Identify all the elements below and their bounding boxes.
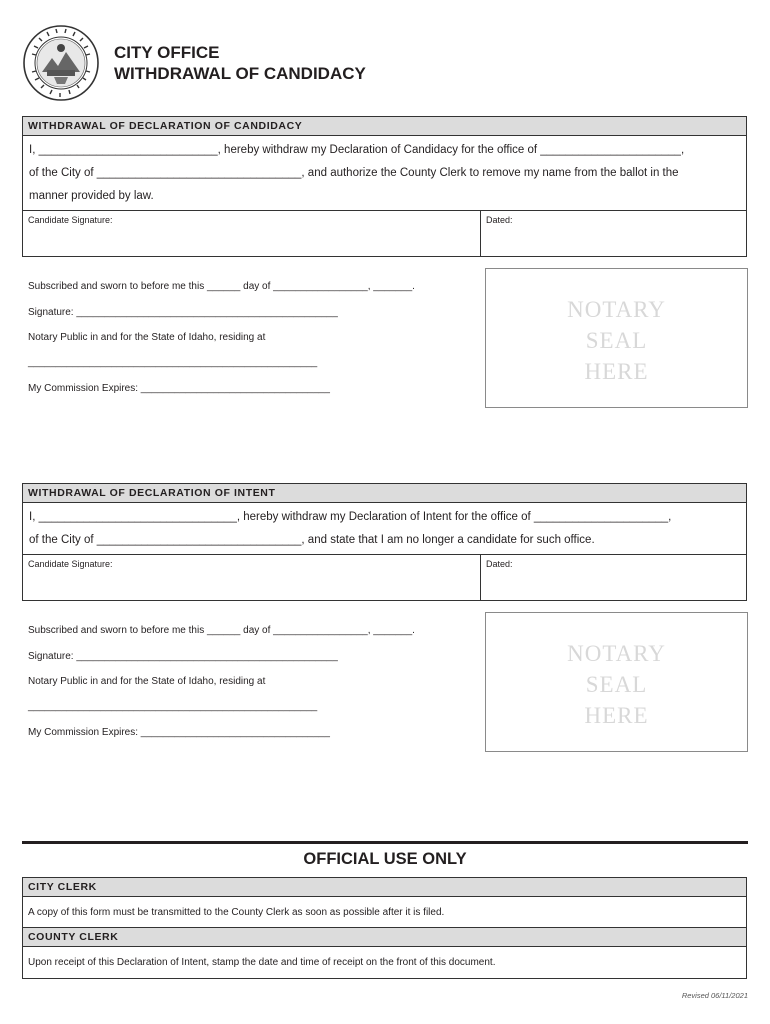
city-clerk-heading: CITY CLERK [23,878,746,897]
notary-2-residence-line[interactable]: ____________________________________________________ [28,701,318,712]
intent-heading: WITHDRAWAL OF DECLARATION OF INTENT [23,484,746,503]
official-use-title: OFFICIAL USE ONLY [303,850,467,868]
notary-1-commission[interactable]: My Commission Expires: __________________________________ [28,383,330,394]
notary-2-subscribed[interactable]: Subscribed and sworn to before me this ______ day of _________________, _______. [28,625,415,636]
document-header [22,22,752,106]
candidacy-heading: WITHDRAWAL OF DECLARATION OF CANDIDACY [23,117,746,136]
intent-dated-field[interactable] [481,555,746,600]
intent-line-2[interactable]: of the City of ________________________________, and state that I am no longer a candidate for such office. [29,534,595,546]
county-clerk-heading: COUNTY CLERK [23,928,746,947]
official-divider [22,841,748,844]
intent-line-1[interactable]: I, _______________________________, hereby withdraw my Declaration of Intent for the office of _____________________, [29,511,672,523]
intent-dated-label: Dated: [486,559,513,569]
candidacy-dated-field[interactable] [481,211,746,256]
candidacy-signature-row [23,210,746,256]
intent-section [22,483,747,601]
intent-signature-label: Candidate Signature: [28,559,113,569]
intent-signature-row [23,554,746,600]
notary-seal-1-line-3: HERE [584,359,649,384]
notary-seal-box-2 [485,612,748,752]
notary-seal-2-line-3: HERE [584,703,649,728]
title-line-2: WITHDRAWAL OF CANDIDACY [114,64,366,83]
notary-2-commission[interactable]: My Commission Expires: __________________________________ [28,727,330,738]
official-use-table [22,877,747,979]
candidacy-line-1[interactable]: I, ____________________________, hereby withdraw my Declaration of Candidacy for the office of ______________________, [29,144,685,156]
candidacy-section [22,116,747,257]
notary-seal-1-line-1: NOTARY [567,297,666,322]
candidacy-dated-label: Dated: [486,215,513,225]
candidacy-signature-label: Candidate Signature: [28,215,113,225]
notary-seal-2-line-1: NOTARY [567,641,666,666]
title-line-1: CITY OFFICE [114,43,220,62]
notary-seal-2-line-2: SEAL [585,672,648,697]
county-clerk-text: Upon receipt of this Declaration of Intent, stamp the date and time of receipt on the front of this document. [28,957,496,968]
state-seal-icon [22,22,100,104]
notary-2-public-text: Notary Public in and for the State of Idaho, residing at [28,676,266,687]
notary-1-subscribed[interactable]: Subscribed and sworn to before me this ______ day of _________________, _______. [28,281,415,292]
notary-seal-box-1 [485,268,748,408]
notary-1-signature[interactable]: Signature: _______________________________________________ [28,307,338,318]
revised-date: Revised 06/11/2021 [681,991,748,1000]
notary-1-residence-line[interactable]: ____________________________________________________ [28,357,318,368]
intent-signature-field[interactable] [23,555,481,600]
candidacy-line-2[interactable]: of the City of ________________________________, and authorize the County Clerk to remove my name from the ballot in the [29,167,679,179]
candidacy-signature-field[interactable] [23,211,481,256]
candidacy-line-3: manner provided by law. [29,190,154,202]
notary-seal-1-line-2: SEAL [585,328,648,353]
notary-1-public-text: Notary Public in and for the State of Idaho, residing at [28,332,266,343]
city-clerk-text: A copy of this form must be transmitted to the County Clerk as soon as possible after it is filed. [23,897,746,928]
notary-2-signature[interactable]: Signature: _______________________________________________ [28,651,338,662]
